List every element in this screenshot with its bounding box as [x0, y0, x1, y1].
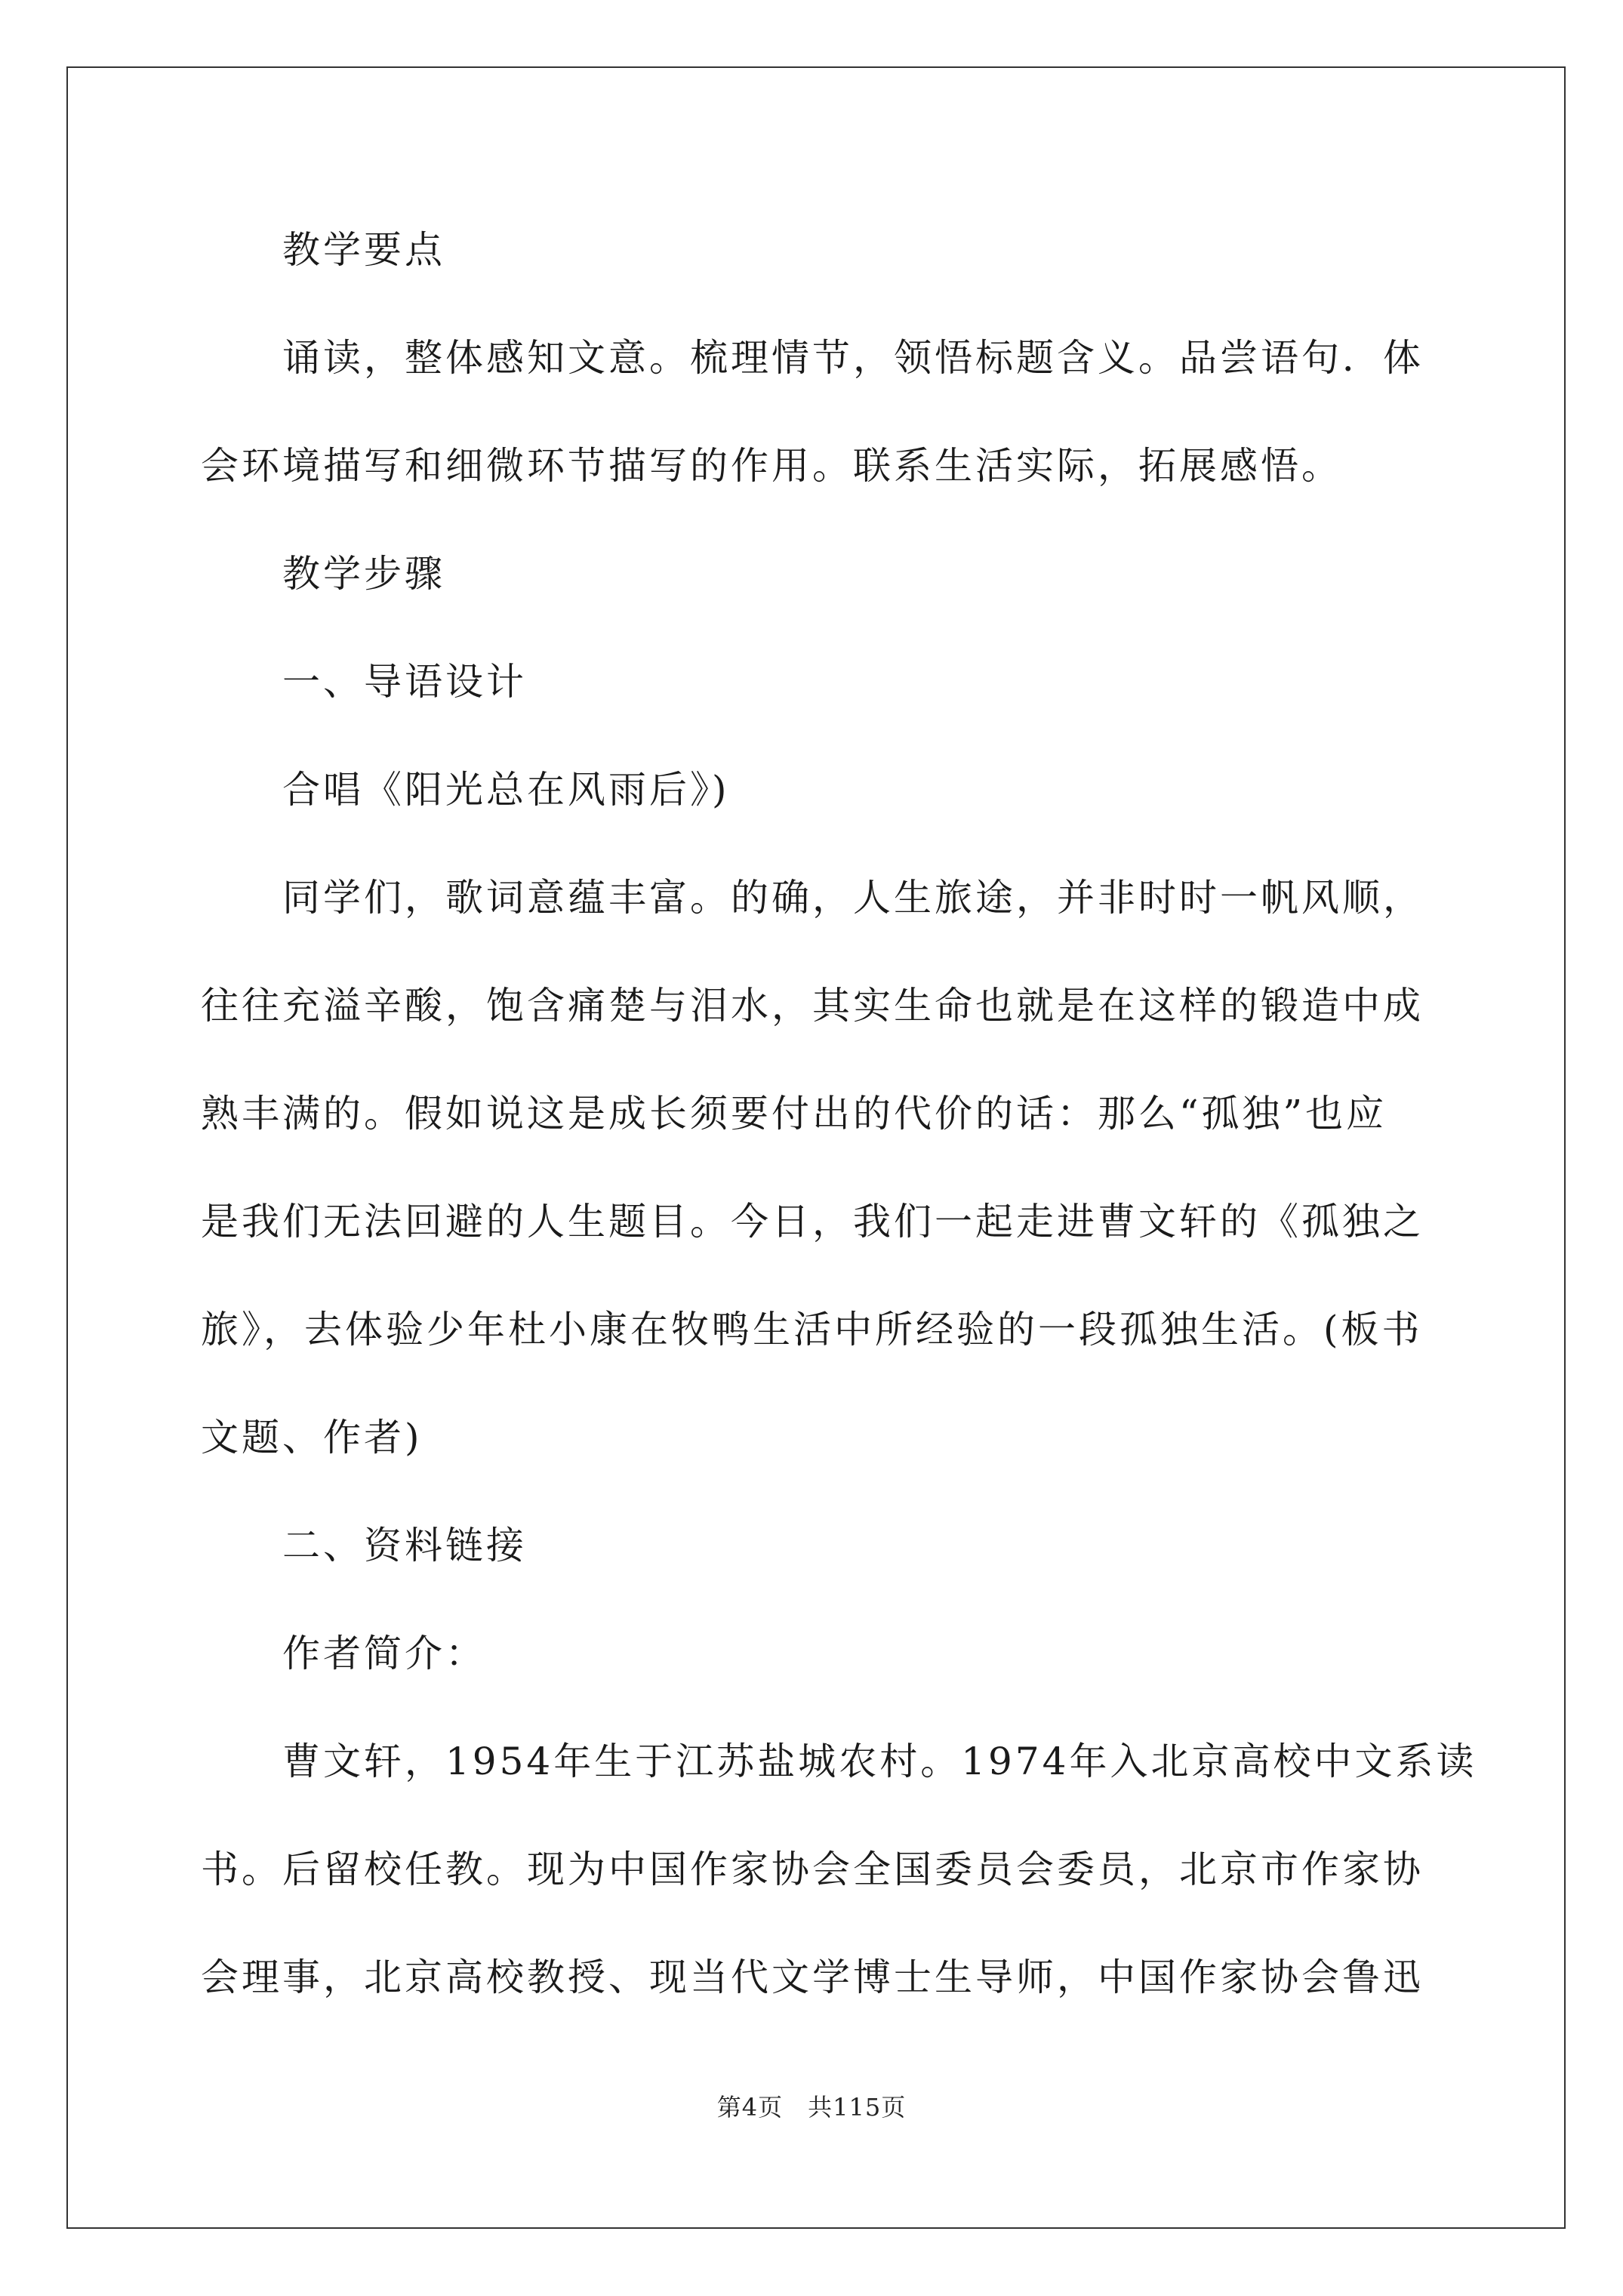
paragraph-line: 旅》，去体验少年杜小康在牧鸭生活中所经验的一段孤独生活。(板书	[201, 1308, 1423, 1351]
paragraph-line: 书。后留校任教。现为中国作家协会全国委员会委员，北京市作家协	[201, 1848, 1424, 1891]
paragraph-line: 合唱《阳光总在风雨后》)	[201, 768, 730, 812]
heading-author-intro: 作者简介：	[201, 1632, 486, 1675]
heading-teaching-points: 教学要点	[201, 228, 445, 272]
heading-intro-design: 一、导语设计	[201, 660, 527, 704]
paragraph-line: 同学们，歌词意蕴丰富。的确，人生旅途，并非时时一帆风顺，	[201, 876, 1424, 920]
paragraph-line: 诵读，整体感知文意。梳理情节，领悟标题含义。品尝语句．体	[201, 336, 1424, 380]
page-number-footer: 第4页 共115页	[716, 2093, 907, 2122]
paragraph-line: 熟丰满的。假如说这是成长须要付出的代价的话：那么“孤独”也应	[201, 1092, 1387, 1136]
paragraph-line: 会环境描写和细微环节描写的作用。联系生活实际，拓展感悟。	[201, 444, 1342, 488]
paragraph-line: 文题、作者)	[201, 1416, 423, 1459]
heading-resource-links: 二、资料链接	[201, 1524, 527, 1567]
paragraph-line: 会理事，北京高校教授、现当代文学博士生导师，中国作家协会鲁迅	[201, 1955, 1424, 1999]
paragraph-line: 是我们无法回避的人生题目。今日，我们一起走进曹文轩的《孤独之	[201, 1200, 1424, 1244]
heading-teaching-steps: 教学步骤	[201, 552, 445, 596]
paragraph-line: 往往充溢辛酸，饱含痛楚与泪水，其实生命也就是在这样的锻造中成	[201, 984, 1424, 1028]
paragraph-line: 曹文轩，1954年生于江苏盐城农村。1974年入北京高校中文系读	[201, 1740, 1477, 1783]
